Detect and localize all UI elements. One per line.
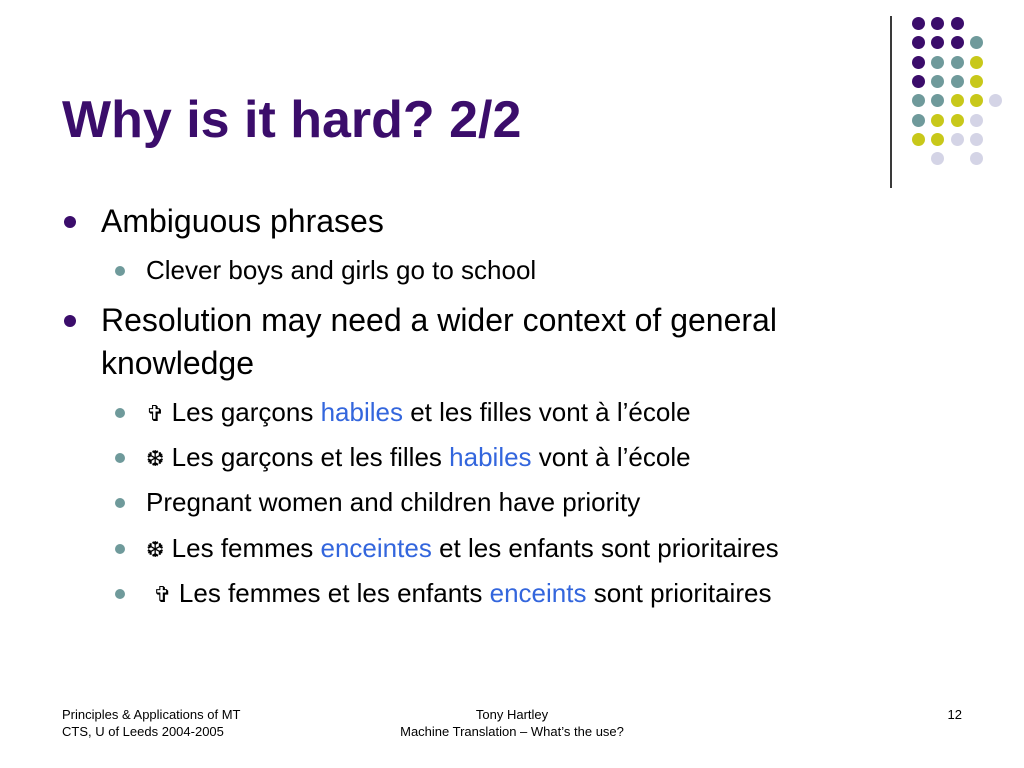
highlighted-word: enceintes bbox=[320, 533, 432, 563]
footer-center bbox=[390, 706, 634, 740]
sub-bullet-dot-icon bbox=[115, 408, 125, 418]
sub-bullet-translation-3 bbox=[146, 532, 779, 567]
translation-text-before: Les garçons et les filles bbox=[171, 442, 442, 472]
footer-institution: CTS, U of Leeds 2004-2005 bbox=[62, 724, 224, 739]
snowflake-icon: ❆ bbox=[146, 447, 165, 472]
bullet-dot-icon bbox=[64, 315, 76, 327]
translation-text-after: et les enfants sont prioritaires bbox=[439, 533, 779, 563]
sub-bullet-dot-icon bbox=[115, 266, 125, 276]
translation-text-before: Les femmes et les enfants bbox=[178, 578, 483, 608]
sub-bullet-dot-icon bbox=[115, 589, 125, 599]
sub-bullet-dot-icon bbox=[115, 544, 125, 554]
sub-bullet-translation-4 bbox=[146, 577, 771, 612]
translation-text-after: et les filles vont à l’école bbox=[410, 397, 691, 427]
sub-bullet-example-clever-boys bbox=[146, 254, 536, 286]
translation-text-after: vont à l’école bbox=[538, 442, 691, 472]
slide-title: Why is it hard? 2/2 bbox=[62, 91, 522, 149]
highlighted-word: habiles bbox=[320, 397, 403, 427]
sub-bullet-translation-1 bbox=[146, 396, 691, 431]
bullet-text: Ambiguous phrases bbox=[101, 203, 384, 239]
footer-left bbox=[62, 706, 240, 740]
bullet-dot-icon bbox=[64, 216, 76, 228]
sub-bullet-text: Clever boys and girls go to school bbox=[146, 255, 537, 285]
sub-bullet-example-pregnant-women bbox=[146, 486, 640, 518]
bullet-item-ambiguous-phrases bbox=[101, 200, 921, 243]
translation-text-after: sont prioritaires bbox=[593, 578, 772, 608]
translation-text-before: Les femmes bbox=[171, 533, 314, 563]
cross-icon: ✞ bbox=[146, 402, 165, 427]
footer-course-title: Principles & Applications of MT bbox=[62, 707, 241, 722]
sub-bullet-translation-2 bbox=[146, 441, 691, 476]
bullet-item-resolution bbox=[101, 299, 921, 385]
sub-bullet-dot-icon bbox=[115, 498, 125, 508]
bullet-text: Resolution may need a wider context of general knowledge bbox=[101, 302, 777, 381]
slide-number: 12 bbox=[947, 707, 962, 722]
cross-icon: ✞ bbox=[153, 583, 172, 608]
highlighted-word: habiles bbox=[449, 442, 532, 472]
footer-author: Tony Hartley bbox=[475, 707, 549, 722]
sub-bullet-dot-icon bbox=[115, 453, 125, 463]
footer-talk-title: Machine Translation – What’s the use? bbox=[400, 724, 624, 739]
sub-bullet-text: Pregnant women and children have priority bbox=[146, 487, 641, 517]
snowflake-icon: ❆ bbox=[146, 538, 165, 563]
highlighted-word: enceints bbox=[489, 578, 587, 608]
translation-text-before: Les garçons bbox=[171, 397, 314, 427]
